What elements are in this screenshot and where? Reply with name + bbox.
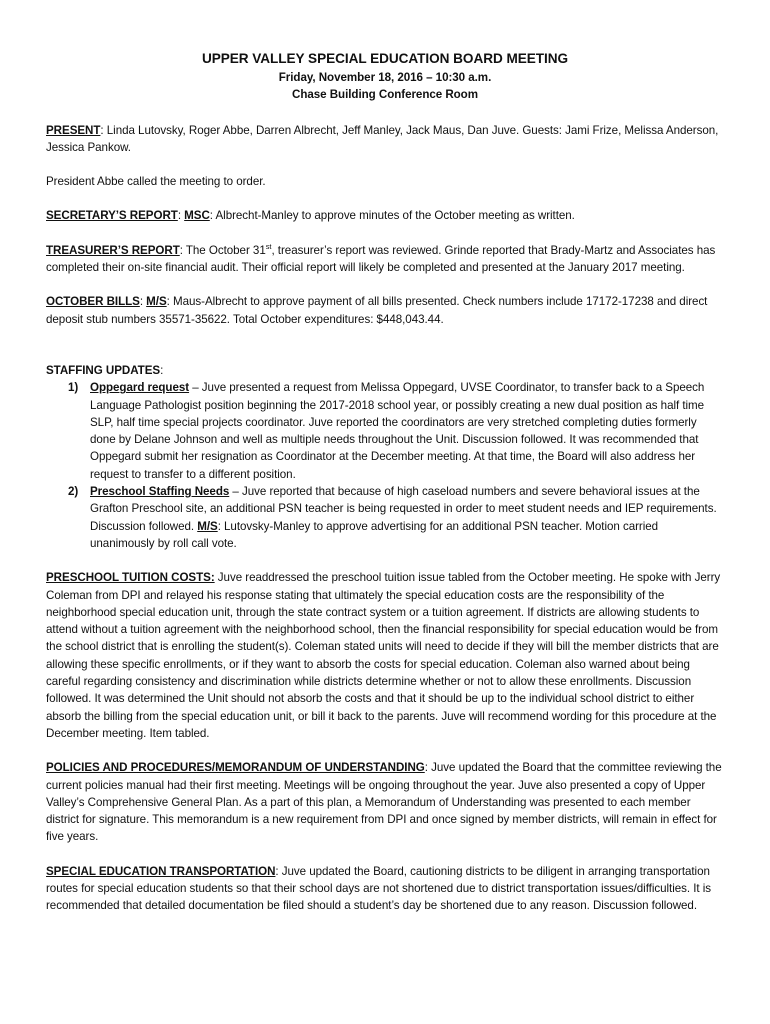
preschool-tuition-text: Juve readdressed the preschool tuition issue tabled from the October meeting. He spoke with Jerry Coleman from DPI and relayed his response stating that ultimately the special education costs are the responsibility of the neighborhood special education unit, through the state contract system or a tuition agreement. If districts are allowing students to attend without a tuition agreement with the neighborhood school, then the financial responsibility for special education would be from the school district that is enrolling the student(s). Coleman stated units will need to decide if they will bill the member districts that are allowing these specific enrollments, or if they want to absorb the costs for special education. Coleman also warned about being careful regarding consistency and discrimination while districts determine whether or not to allow these enrollments. Discussion followed. It was determined the Unit should not absorb the costs and that it should be up to the individual school district to either absorb the billing from the special education unit, or bill it back to the parents. Juve will recommend wording for this procedure at the December meeting. Item tabled. bbox=[46, 571, 721, 740]
treasurer-label: TREASURER’S REPORT bbox=[46, 243, 180, 257]
preschool-staffing-label: Preschool Staffing Needs bbox=[90, 485, 230, 499]
oppegard-request-text: – Juve presented a request from Melissa Oppegard, UVSE Coordinator, to transfer back to a Speech Language Pathologist position beginning the 2017-2018 school year, or possibly creating a new dual position as half time SLP, half time special projects coordinator. Juve reported the coordinators are very stretched completing duties formerly done by Delane Johnson and well as multiple needs throughout the Unit. Discussion followed. It was recommended that Oppegard submit her resignation as Coordinator at the December meeting. At that time, the Board will also address her request to transfer to a different position. bbox=[90, 381, 705, 481]
policies-procedures: POLICIES AND PROCEDURES/MEMORANDUM OF UNDERSTANDING: Juve updated the Board that the committee reviewing the current policies manual had their first meeting. Meetings will be ongoing throughout the year. Juve also presented a copy of Upper Valley’s Comprehensive General Plan. As a part of this plan, a Memorandum of Understanding was presented to each member district for signature. This memorandum is a new requirement from DPI and once signed by member districts, will remain in effect for five years. bbox=[46, 761, 722, 844]
preschool-staffing-motion-label: M/S bbox=[197, 519, 218, 533]
list-item bbox=[46, 379, 724, 483]
list-item bbox=[46, 483, 724, 552]
call-to-order: President Abbe called the meeting to order. bbox=[46, 175, 266, 189]
ordinal-suffix: st bbox=[265, 241, 272, 251]
policies-text: Juve updated the Board that the committee reviewing the current policies manual had their first meeting. Meetings will be ongoing throughout the year. Juve also presented a copy of Upper Valley’s Comprehensive General Plan. As a part of this plan, a Memorandum of Understanding was presented to each member district for signature. This memorandum is a new requirement from DPI and once signed by member districts, will remain in effect for five years. bbox=[46, 761, 722, 844]
secretary-motion-label: MSC bbox=[184, 209, 210, 223]
secretary-text: Albrecht-Manley to approve minutes of the October meeting as written. bbox=[212, 209, 575, 223]
present-paragraph: PRESENT: Linda Lutovsky, Roger Abbe, Darren Albrecht, Jeff Manley, Jack Maus, Dan Juve. Guests: Jami Frize, Melissa Anderson, Jessica Pankow. bbox=[46, 123, 719, 154]
treasurer-report: TREASURER’S REPORT: The October 31st, treasurer’s report was reviewed. Grinde reported that Brady-Martz and Associates has completed their on-site financial audit. Their official report will likely be completed and presented at the January 2017 meeting. bbox=[46, 241, 716, 275]
october-bills-text: Maus-Albrecht to approve payment of all bills presented. Check numbers include 17172-17238 and direct deposit stub numbers 35571-35622. Total October expenditures: $448,043.44. bbox=[46, 295, 708, 326]
transportation-label: SPECIAL EDUCATION TRANSPORTATION bbox=[46, 864, 276, 878]
transportation: SPECIAL EDUCATION TRANSPORTATION: Juve updated the Board, cautioning districts to be diligent in arranging transportation routes for special education students so that their school days are not shortened due to district transportation issues/difficulties. It is recommended that detailed documentation be filed should a student’s day be shortened due to any reason. Discussion followed. bbox=[46, 864, 711, 913]
meeting-date: Friday, November 18, 2016 – 10:30 a.m. bbox=[278, 71, 492, 84]
document-title: UPPER VALLEY SPECIAL EDUCATION BOARD MEETING bbox=[201, 51, 569, 66]
preschool-staffing-motion-text: : Lutovsky-Manley to approve advertising for an additional PSN teacher. Motion carried unanimously by roll call vote. bbox=[90, 519, 659, 550]
transportation-text: Juve updated the Board, cautioning districts to be diligent in arranging transportation routes for special education students so that their school days are not shortened due to district transportation issues/difficulties. It is recommended that detailed documentation be filed should a student’s day be shortened due to any reason. Discussion followed. bbox=[46, 864, 711, 913]
present-text: Linda Lutovsky, Roger Abbe, Darren Albrecht, Jeff Manley, Jack Maus, Dan Juve. Guests: Jami Frize, Melissa Anderson, Jessica Pankow. bbox=[46, 123, 719, 154]
secretary-report: SECRETARY’S REPORT: MSC: Albrecht-Manley to approve minutes of the October meeting as written. bbox=[46, 209, 575, 223]
staffing-heading: STAFFING UPDATES: bbox=[46, 363, 164, 377]
secretary-label: SECRETARY’S REPORT bbox=[46, 209, 178, 223]
treasurer-text: , treasurer’s report was reviewed. Grinde reported that Brady-Martz and Associates has completed their on-site financial audit. Their official report will likely be completed and presented at the January 2017 meeting. bbox=[46, 243, 716, 275]
october-bills-motion-label: M/S bbox=[146, 295, 167, 309]
october-bills-label: OCTOBER BILLS bbox=[46, 295, 140, 309]
preschool-tuition-label: PRESCHOOL TUITION COSTS: bbox=[46, 571, 215, 585]
preschool-staffing-text: – Juve reported that because of high caseload numbers and severe behavioral issues at the Grafton Preschool site, an additional PSN teacher is being requested in order to meet student needs and IEP requirements. Discussion followed. bbox=[90, 485, 717, 533]
staffing-list bbox=[46, 379, 724, 552]
present-label: PRESENT bbox=[46, 123, 101, 137]
meeting-location: Chase Building Conference Room bbox=[292, 88, 478, 102]
oppegard-request-label: Oppegard request bbox=[90, 381, 190, 395]
list-number: 1) bbox=[68, 381, 79, 395]
october-bills: OCTOBER BILLS: M/S: Maus-Albrecht to approve payment of all bills presented. Check numbers include 17172-17238 and direct deposit stub numbers 35571-35622. Total October expenditures: $448,043.44. bbox=[46, 295, 708, 326]
list-number: 2) bbox=[68, 485, 79, 499]
meeting-minutes bbox=[46, 49, 724, 915]
policies-label: POLICIES AND PROCEDURES/MEMORANDUM OF UNDERSTANDING bbox=[46, 761, 425, 775]
preschool-tuition bbox=[46, 569, 724, 742]
